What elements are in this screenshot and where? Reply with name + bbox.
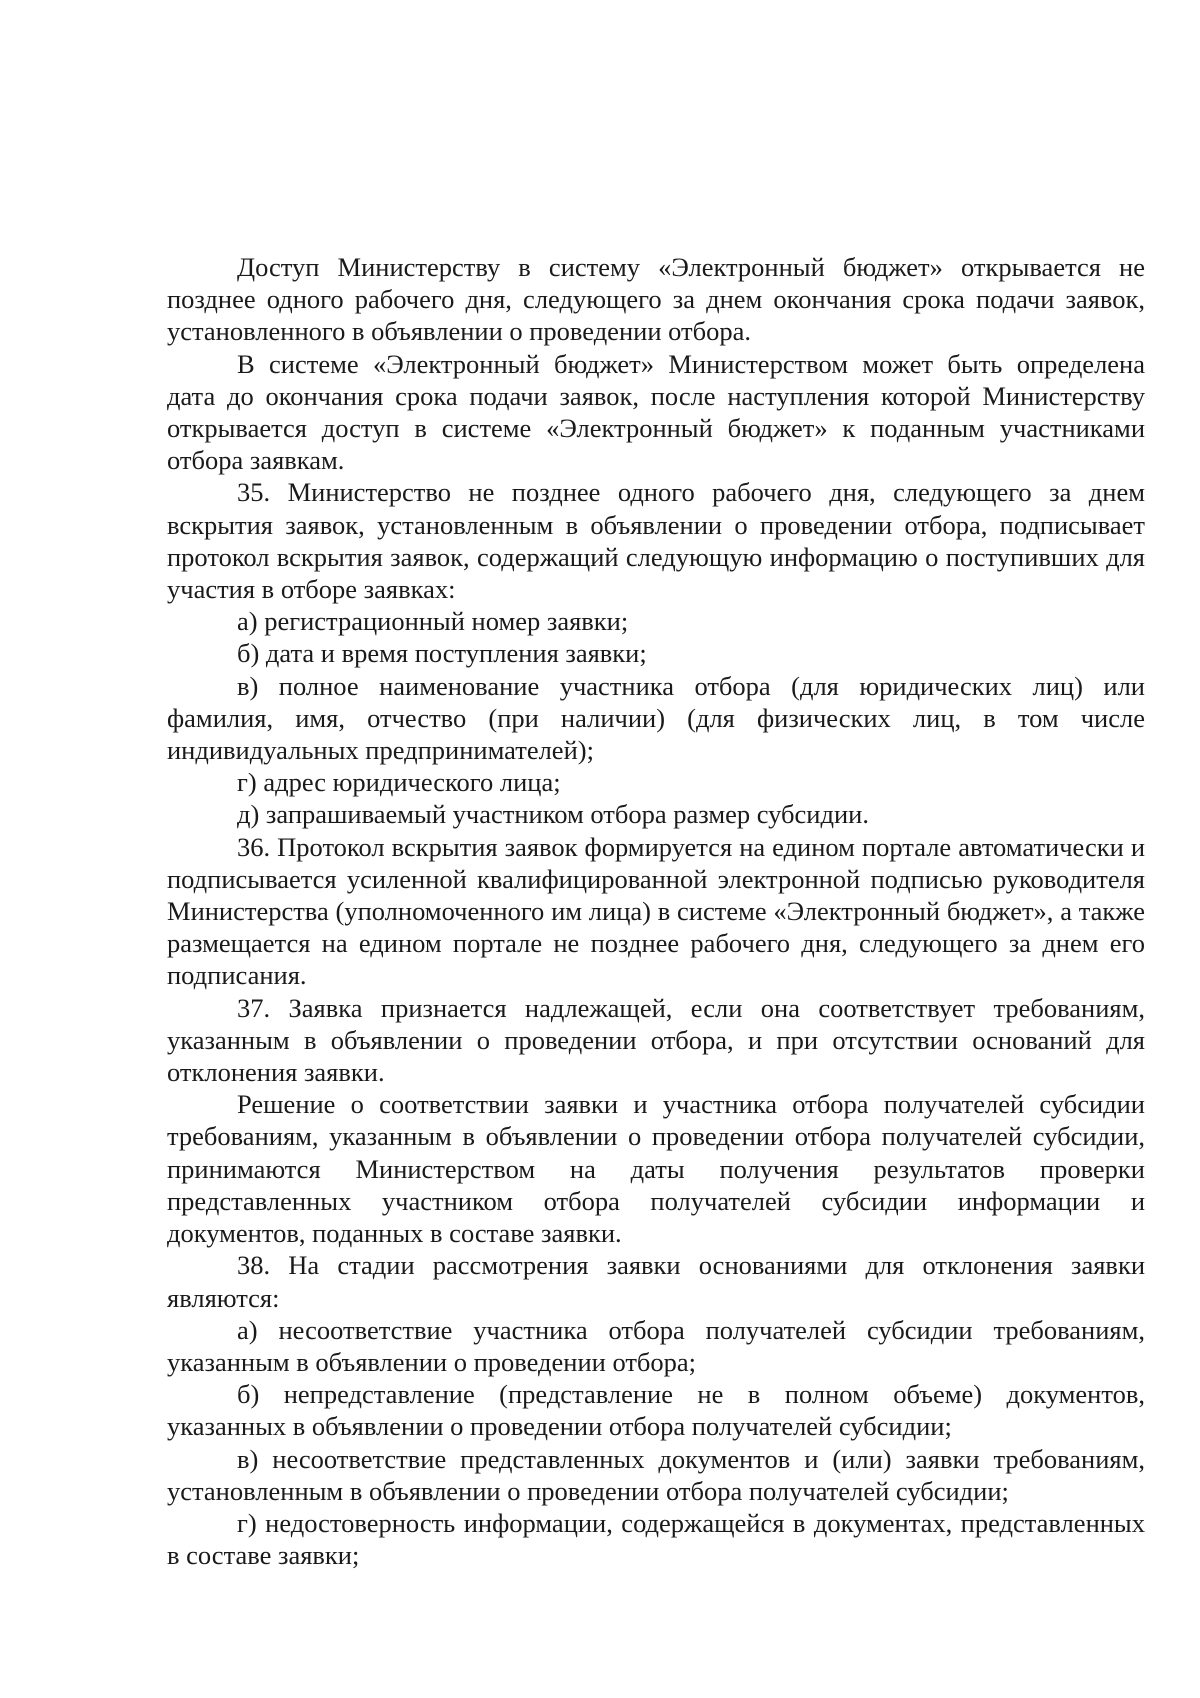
list-item-38-b: б) непредставление (представление не в полном объеме) документов, указанных в объявлении о проведении отбора получателей субсидии; — [167, 1379, 1145, 1442]
paragraph-37: 37. Заявка признается надлежащей, если она соответствует требованиям, указанным в объявлении о проведении отбора, и при отсутствии оснований для отклонения заявки. — [167, 992, 1145, 1088]
paragraph-36: 36. Протокол вскрытия заявок формируется на едином портале автоматически и подписывается усиленной квалифицированной электронной подписью руководителя Министерства (уполномоченного им лица) в системе «Электронный бюджет», а также размещается на едином портале не позднее рабочего дня, следующего за днем его подписания. — [167, 831, 1145, 991]
list-item-38-a: а) несоответствие участника отбора получателей субсидии требованиям, указанным в объявлении о проведении отбора; — [167, 1314, 1145, 1377]
list-item-35-g: г) адрес юридического лица; — [237, 767, 561, 798]
paragraph-35: 35. Министерство не позднее одного рабочего дня, следующего за днем вскрытия заявок, установленным в объявлении о проведении отбора, подписывает протокол вскрытия заявок, содержащий следующую информацию о поступивших для участия в отборе заявках: — [167, 477, 1145, 605]
list-item-38-g: г) недостоверность информации, содержащейся в документах, представленных в составе заявки; — [167, 1507, 1145, 1571]
list-item-35-v: в) полное наименование участника отбора (для юридических лиц) или фамилия, имя, отчество (при наличии) (для физических лиц, в том числе индивидуальных предпринимателей); — [167, 670, 1145, 766]
list-item-35-d: д) запрашиваемый участником отбора размер субсидии. — [237, 799, 869, 830]
list-item-38-v: в) несоответствие представленных документов и (или) заявки требованиям, установленным в объявлении о проведении отбора получателей субсидии; — [167, 1443, 1145, 1506]
paragraph-electronic-budget-date: В системе «Электронный бюджет» Министерством может быть определена дата до окончания срока подачи заявок, после наступления которой Министерству открывается доступ в системе «Электронный бюджет» к поданным участниками отбора заявкам. — [167, 348, 1145, 476]
list-item-35-a: а) регистрационный номер заявки; — [237, 606, 629, 637]
paragraph-decision: Решение о соответствии заявки и участника отбора получателей субсидии требованиям, указанным в объявлении о проведении отбора получателей субсидии, принимаются Министерством на даты получения результатов проверки представленных участником отбора получателей субсидии информации и документов, поданных в составе заявки. — [167, 1089, 1145, 1249]
document-body — [167, 251, 1145, 1571]
paragraph-38: 38. На стадии рассмотрения заявки основаниями для отклонения заявки являются: — [167, 1250, 1145, 1313]
list-item-35-b: б) дата и время поступления заявки; — [237, 638, 647, 669]
paragraph-access-ministry: Доступ Министерству в систему «Электронный бюджет» открывается не позднее одного рабочего дня, следующего за днем окончания срока подачи заявок, установленного в объявлении о проведении отбора. — [167, 252, 1145, 347]
